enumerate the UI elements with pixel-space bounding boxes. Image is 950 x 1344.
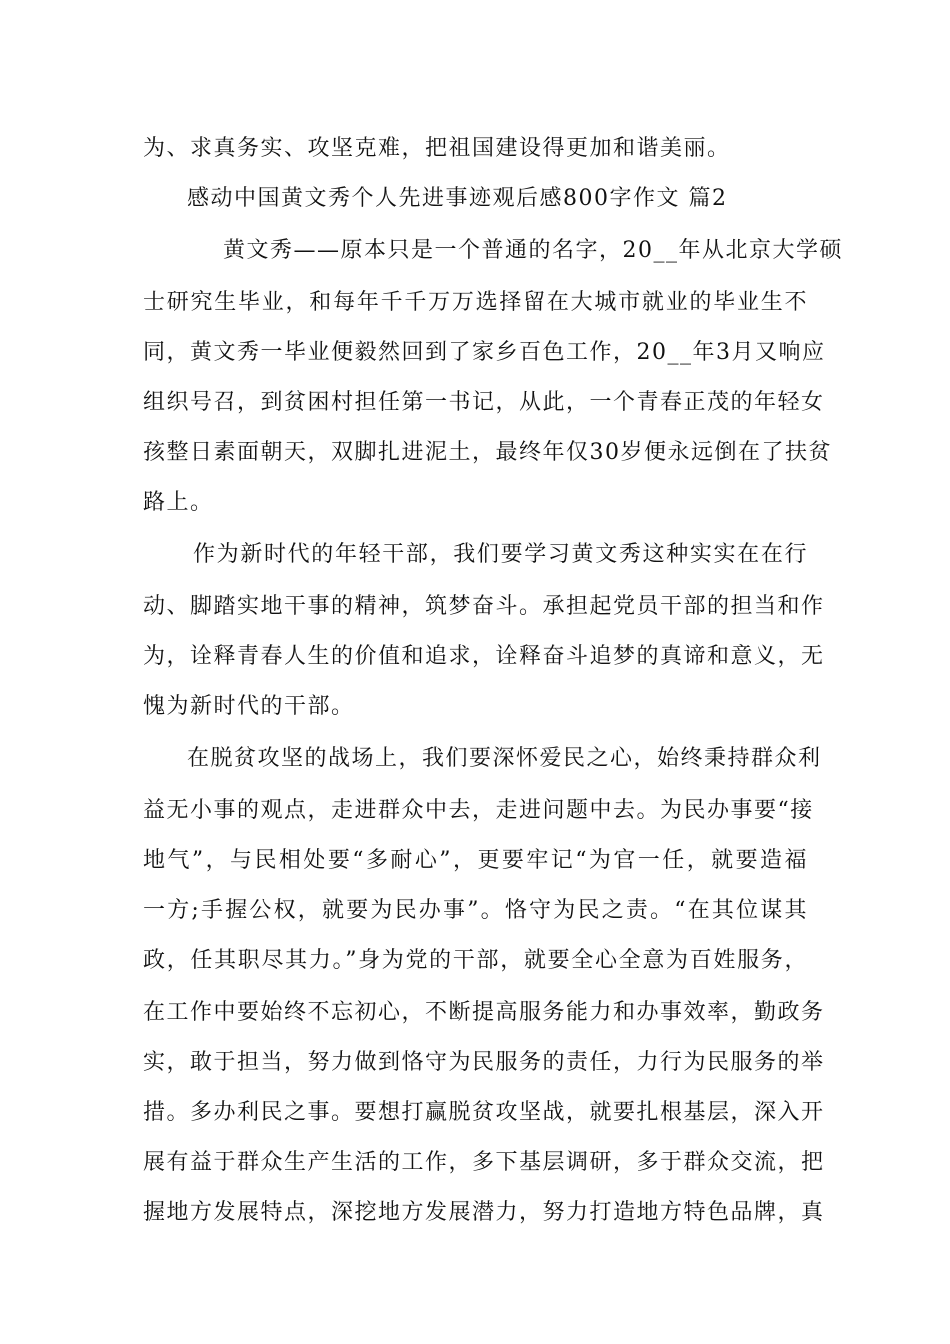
text-line: 在工作中要始终不忘初心，不断提高服务能力和办事效率，勤政务 [143,1000,825,1025]
text-line: 同，黄文秀一毕业便毅然回到了家乡百色工作，20__年3月又响应 [143,340,826,365]
text-line: 展有益于群众生产生活的工作，多下基层调研，多于群众交流，把 [143,1150,825,1175]
text-line: 为，诠释青春人生的价值和追求，诠释奋斗追梦的真谛和意义，无 [143,644,825,669]
text-line: 路上。 [143,490,214,515]
text-line: 为、求真务实、攻坚克难，把祖国建设得更加和谐美丽。 [143,136,731,161]
text-line: 士研究生毕业，和每年千千万万选择留在大城市就业的毕业生不 [143,290,808,315]
section-heading: 感动中国黄文秀个人先进事迹观后感800字作文 篇2 [187,186,728,211]
text-line: 愧为新时代的干部。 [143,694,355,719]
text-line: 措。多办利民之事。要想打赢脱贫攻坚战，就要扎根基层，深入开 [143,1100,825,1125]
text-line: 作为新时代的年轻干部，我们要学习黄文秀这种实实在在行 [193,542,808,567]
text-line: 益无小事的观点，走进群众中去，走进问题中去。为民办事要“接 [143,798,814,823]
text-line: 握地方发展特点，深挖地方发展潜力，努力打造地方特色品牌，真 [143,1200,825,1225]
text-line: 孩整日素面朝天，双脚扎进泥土，最终年仅30岁便永远倒在了扶贫 [143,440,832,465]
text-line: 动、脚踏实地干事的精神，筑梦奋斗。承担起党员干部的担当和作 [143,594,825,619]
text-line: 实，敢于担当，努力做到恪守为民服务的责任，力行为民服务的举 [143,1050,825,1075]
text-line: 政，任其职尽其力。”身为党的干部，就要全心全意为百姓服务， [143,948,808,973]
text-line: 一方;手握公权，就要为民办事”。恪守为民之责。“在其位谋其 [143,898,808,923]
text-line: 组织号召，到贫困村担任第一书记，从此，一个青春正茂的年轻女 [143,390,825,415]
text-line: 黄文秀——原本只是一个普通的名字，20__年从北京大学硕 [223,238,843,263]
text-line: 在脱贫攻坚的战场上，我们要深怀爱民之心，始终秉持群众利 [187,746,822,771]
text-line: 地气”，与民相处要“多耐心”，更要牢记“为官一任，就要造福 [143,848,808,873]
